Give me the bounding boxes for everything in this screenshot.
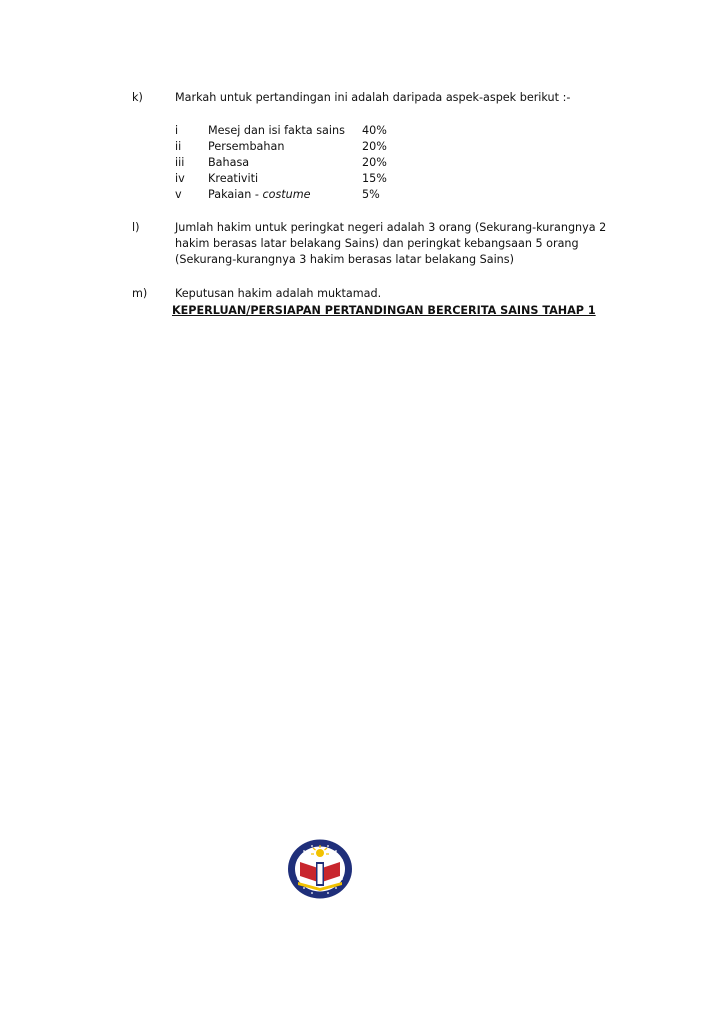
criteria-percent: 20% bbox=[362, 156, 387, 169]
criteria-label bbox=[208, 187, 311, 203]
section-k-marker: k) bbox=[132, 91, 143, 104]
criteria-number: ii bbox=[175, 140, 182, 153]
criteria-label-text: Pakaian - bbox=[208, 188, 263, 201]
criteria-percent: 40% bbox=[362, 124, 387, 137]
section-heading: KEPERLUAN/PERSIAPAN PERTANDINGAN BERCERITA SAINS TAHAP 1 bbox=[172, 304, 596, 317]
criteria-number: iv bbox=[175, 172, 185, 185]
section-l-marker: l) bbox=[132, 221, 140, 234]
criteria-number: i bbox=[175, 124, 179, 137]
criteria-label: Kreativiti bbox=[208, 172, 259, 185]
criteria-label: Persembahan bbox=[208, 140, 285, 153]
criteria-label-emphasis: costume bbox=[262, 188, 311, 201]
criteria-label: Mesej dan isi fakta sains bbox=[208, 124, 345, 137]
section-m-text: Keputusan hakim adalah muktamad. bbox=[175, 287, 382, 300]
criteria-percent: 15% bbox=[362, 172, 387, 185]
section-l-line: hakim berasas latar belakang Sains) dan peringkat kebangsaan 5 orang bbox=[175, 237, 579, 250]
ministry-crest-icon bbox=[286, 838, 354, 900]
section-m-marker: m) bbox=[132, 287, 148, 300]
section-l-line: Jumlah hakim untuk peringkat negeri adalah 3 orang (Sekurang-kurangnya 2 bbox=[175, 221, 607, 234]
criteria-number: v bbox=[175, 188, 182, 201]
section-k-intro: Markah untuk pertandingan ini adalah daripada aspek-aspek berikut :- bbox=[175, 91, 571, 104]
criteria-number: iii bbox=[175, 156, 185, 169]
criteria-label: Bahasa bbox=[208, 156, 250, 169]
criteria-percent: 20% bbox=[362, 140, 387, 153]
criteria-percent: 5% bbox=[362, 188, 380, 201]
section-l-line: (Sekurang-kurangnya 3 hakim berasas latar belakang Sains) bbox=[175, 253, 514, 266]
